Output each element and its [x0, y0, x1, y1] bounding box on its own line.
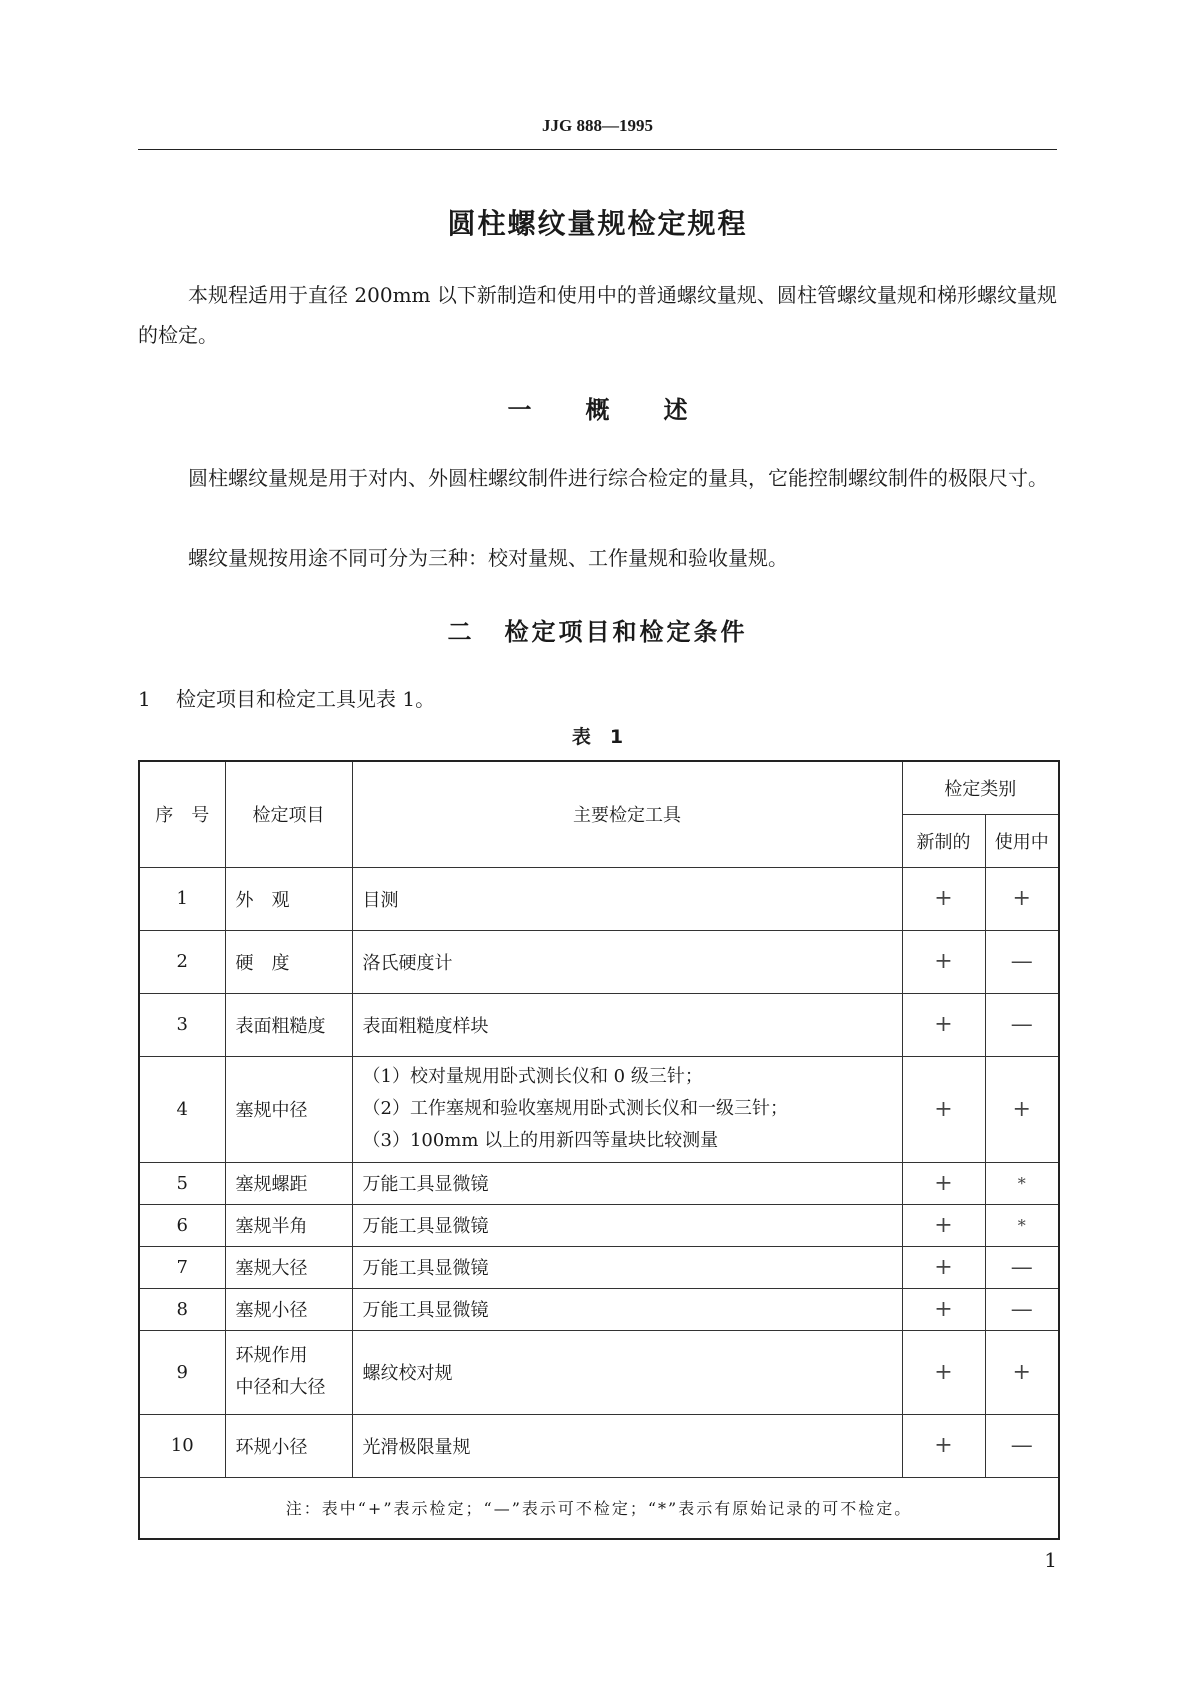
row-used-mark: +	[985, 867, 1059, 930]
tool-line-1: （1）校对量规用卧式测长仪和 0 级三针；	[362, 1066, 703, 1087]
row-seq: 5	[139, 1162, 225, 1204]
row-new-mark: +	[902, 1246, 985, 1288]
row-seq: 4	[139, 1056, 225, 1162]
row-new-mark: +	[902, 1162, 985, 1204]
row-tool: 螺纹校对规	[352, 1330, 902, 1414]
overview-text-2: 螺纹量规按用途不同可分为三种：校对量规、工作量规和验收量规。	[188, 546, 788, 570]
section-title-char-1: 概	[585, 396, 610, 424]
section-number: 一	[507, 396, 532, 424]
row-used-mark: —	[985, 930, 1059, 993]
table-row	[139, 1162, 1059, 1204]
row-new-mark: +	[902, 867, 985, 930]
header-new: 新制的	[902, 814, 985, 867]
row-tool: 目测	[352, 867, 902, 930]
row-item: 表面粗糙度	[225, 993, 352, 1056]
row-used-mark: —	[985, 1246, 1059, 1288]
table-note: 注：表中“+”表示检定；“—”表示可不检定；“*”表示有原始记录的可不检定。	[139, 1477, 1059, 1539]
row-item	[225, 1330, 352, 1414]
item-line-2: 中径和大径	[235, 1377, 326, 1398]
row-item: 外 观	[225, 867, 352, 930]
document-title: 圆柱螺纹量规检定规程	[447, 207, 748, 240]
clause-1	[138, 683, 435, 712]
row-new-mark: +	[902, 930, 985, 993]
table-row	[139, 1246, 1059, 1288]
row-used-mark: —	[985, 1414, 1059, 1477]
tool-line-2: （2）工作塞规和验收塞规用卧式测长仪和一级三针；	[362, 1098, 788, 1119]
intro-text: 本规程适用于直径 200mm 以下新制造和使用中的普通螺纹量规、圆柱管螺纹量规和梯形螺纹量规的检定。	[138, 283, 1057, 347]
table-row	[139, 1414, 1059, 1477]
row-used-mark: —	[985, 1288, 1059, 1330]
row-used-mark: +	[985, 1056, 1059, 1162]
section-title-char-2: 述	[663, 396, 688, 424]
row-seq: 2	[139, 930, 225, 993]
table-row	[139, 1330, 1059, 1414]
row-used-mark: —	[985, 993, 1059, 1056]
table-note-row	[139, 1477, 1059, 1539]
header-used: 使用中	[985, 814, 1059, 867]
row-new-mark: +	[902, 1414, 985, 1477]
row-seq: 9	[139, 1330, 225, 1414]
row-item: 塞规螺距	[225, 1162, 352, 1204]
clause-number: 1	[138, 687, 151, 711]
section-number: 二	[447, 618, 475, 646]
section-heading-overview	[138, 390, 1057, 425]
table-row	[139, 930, 1059, 993]
header-tool: 主要检定工具	[352, 761, 902, 867]
section-heading-items	[138, 612, 1057, 647]
row-tool: 表面粗糙度样块	[352, 993, 902, 1056]
section-title: 检定项目和检定条件	[504, 618, 748, 646]
table-header-row	[139, 761, 1059, 814]
row-used-mark: *	[985, 1204, 1059, 1246]
row-new-mark: +	[902, 1056, 985, 1162]
header-item: 检定项目	[225, 761, 352, 867]
row-used-mark: +	[985, 1330, 1059, 1414]
table-row	[139, 1288, 1059, 1330]
page-number: 1	[1044, 1548, 1057, 1572]
overview-text-1: 圆柱螺纹量规是用于对内、外圆柱螺纹制件进行综合检定的量具，它能控制螺纹制件的极限尺寸。	[188, 466, 1048, 490]
row-seq: 7	[139, 1246, 225, 1288]
tool-line-3: （3）100mm 以上的用新四等量块比较测量	[362, 1130, 719, 1151]
row-seq: 10	[139, 1414, 225, 1477]
table-caption: 表 1	[571, 726, 624, 748]
clause-text: 检定项目和检定工具见表 1。	[176, 687, 436, 711]
row-seq: 3	[139, 993, 225, 1056]
row-item: 塞规小径	[225, 1288, 352, 1330]
document-code-header: JJG 888—1995	[542, 116, 653, 135]
row-new-mark: +	[902, 1204, 985, 1246]
table-row	[139, 1204, 1059, 1246]
row-seq: 6	[139, 1204, 225, 1246]
table-row	[139, 867, 1059, 930]
row-item: 硬 度	[225, 930, 352, 993]
row-tool: 万能工具显微镜	[352, 1162, 902, 1204]
row-seq: 8	[139, 1288, 225, 1330]
row-item: 环规小径	[225, 1414, 352, 1477]
verification-table	[138, 760, 1060, 1540]
item-line-1: 环规作用	[235, 1345, 308, 1366]
header-seq: 序 号	[139, 761, 225, 867]
overview-paragraph-1	[138, 458, 1057, 498]
row-used-mark: *	[985, 1162, 1059, 1204]
overview-paragraph-2	[138, 538, 1057, 578]
row-tool: 万能工具显微镜	[352, 1204, 902, 1246]
intro-paragraph	[138, 275, 1057, 355]
row-tool	[352, 1056, 902, 1162]
row-tool: 光滑极限量规	[352, 1414, 902, 1477]
row-seq: 1	[139, 867, 225, 930]
table-row	[139, 1056, 1059, 1162]
row-item: 塞规中径	[225, 1056, 352, 1162]
row-new-mark: +	[902, 1330, 985, 1414]
header-rule	[138, 149, 1057, 150]
row-new-mark: +	[902, 993, 985, 1056]
row-item: 塞规大径	[225, 1246, 352, 1288]
row-item: 塞规半角	[225, 1204, 352, 1246]
table-row	[139, 993, 1059, 1056]
row-tool: 洛氏硬度计	[352, 930, 902, 993]
row-tool: 万能工具显微镜	[352, 1288, 902, 1330]
row-tool: 万能工具显微镜	[352, 1246, 902, 1288]
row-new-mark: +	[902, 1288, 985, 1330]
header-category: 检定类别	[902, 761, 1059, 814]
